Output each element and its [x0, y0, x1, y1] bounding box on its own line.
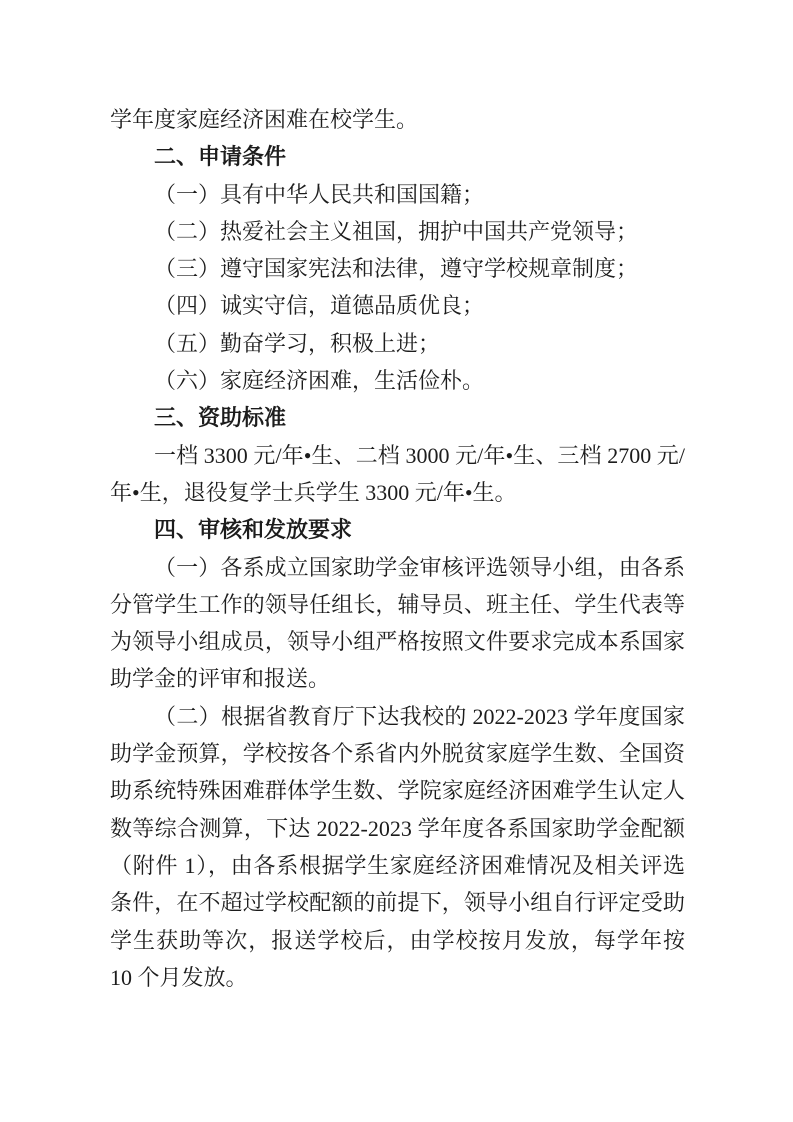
condition-item-4: （四）诚实守信，道德品质优良；: [154, 293, 485, 319]
condition-item-5: （五）勤奋学习，积极上进；: [154, 330, 441, 356]
heading-review-and-disbursement: 四、审核和发放要求: [154, 517, 353, 543]
condition-item-6: （六）家庭经济困难，生活俭朴。: [154, 368, 485, 394]
review-paragraph-2: （二）根据省教育厅下达我校的 2022-2023 学年度国家助学金预算，学校按各个系省内外脱贫家庭学生数、全国资助系统特殊困难群体学生数、学院家庭经济困难学生认定人数等综合测算，下达 2022-2023 学年度各系国家助学金配额（附件 1），由各系根据学生家庭经济困难情况及相关评选条件，在不超过学校配额的前提下，领导小组自行评定受助学生获助等次，报送学校后，由学校按月发放，每学年按 10 个月发放。: [110, 703, 685, 990]
review-paragraph-1: （一）各系成立国家助学金审核评选领导小组，由各系分管学生工作的领导任组长，辅导员、班主任、学生代表等为领导小组成员，领导小组严格按照文件要求完成本系国家助学金的评审和报送。: [110, 554, 685, 692]
funding-standard-paragraph: 一档 3300 元/年•生、二档 3000 元/年•生、三档 2700 元/年•生，退役复学士兵学生 3300 元/年•生。: [110, 442, 685, 505]
document-body: [110, 101, 685, 996]
condition-item-1: （一）具有中华人民共和国国籍；: [154, 181, 485, 207]
continuation-paragraph: 学年度家庭经济困难在校学生。: [110, 107, 419, 132]
heading-application-conditions: 二、申请条件: [154, 144, 287, 170]
condition-item-3: （三）遵守国家宪法和法律，遵守学校规章制度；: [154, 256, 639, 282]
heading-funding-standard: 三、资助标准: [154, 405, 287, 431]
condition-item-2: （二）热爱社会主义祖国，拥护中国共产党领导；: [154, 218, 639, 244]
